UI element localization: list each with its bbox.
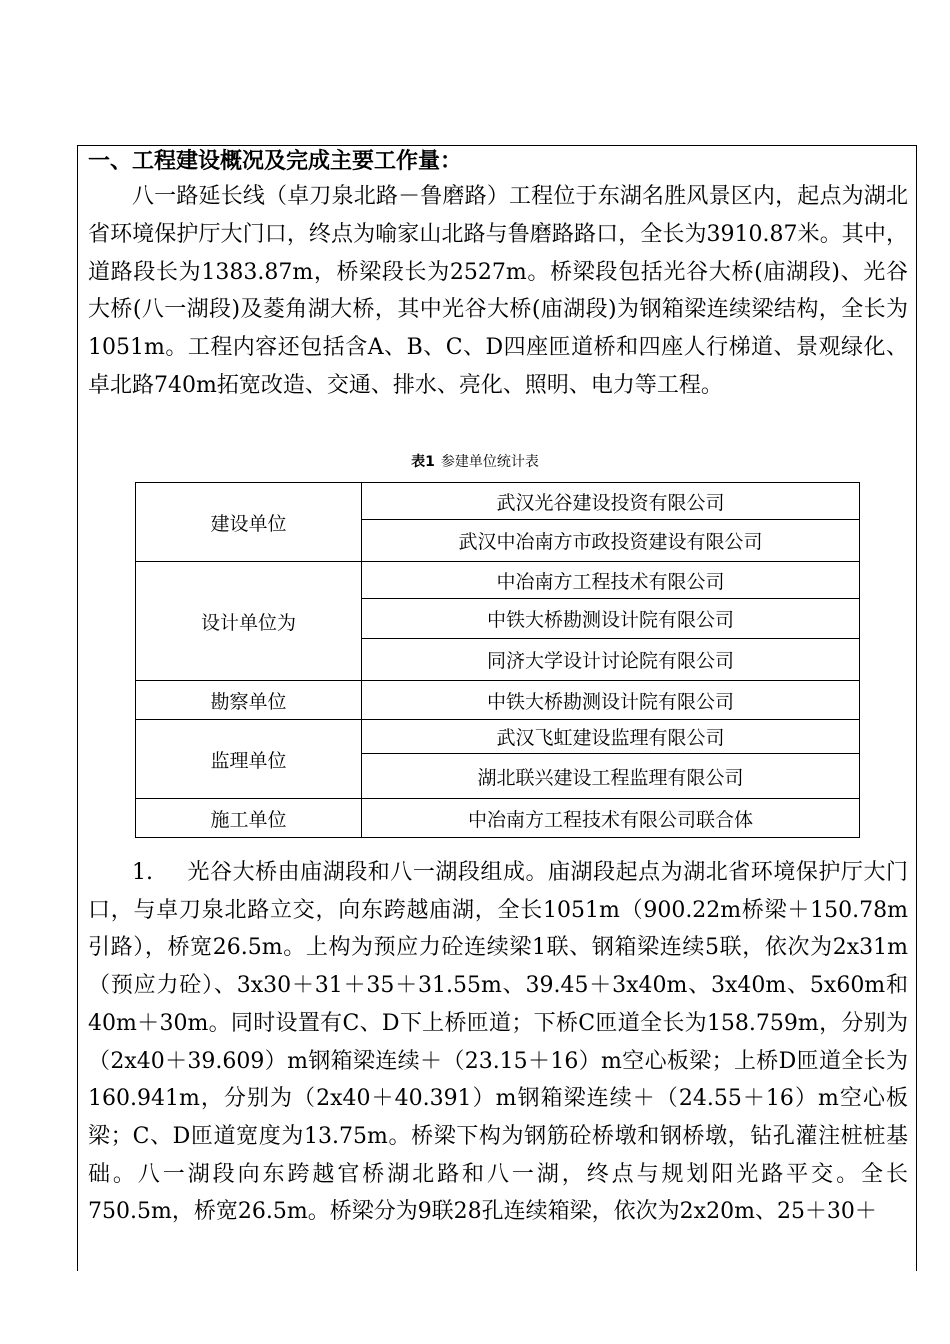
item-1-paragraph [88,854,908,1231]
unit-cell: 武汉光谷建设投资有限公司 [362,483,860,520]
unit-cell: 武汉飞虹建设监理有限公司 [362,720,860,754]
item-text: 光谷大桥由庙湖段和八一湖段组成。庙湖段起点为湖北省环境保护厅大门口，与卓刀泉北路立交，向东跨越庙湖，全长1051m（900.22m桥梁＋150.78m引路），桥宽26.5m。上构为预应力砼连续梁1联、钢箱梁连续5联，依次为2x31m（预应力砼）、3x30＋31＋35＋31.55m、39.45＋3x40m、3x40m、5x60m和40m＋30m。同时设置有C、D下上桥匝道；下桥C匝道全长为158.759m，分别为（2x40＋39.609）m钢箱梁连续＋（23.15＋16）m空心板梁；上桥D匝道全长为160.941m，分别为（2x40＋40.391）m钢箱梁连续＋（24.55＋16）m空心板梁；C、D匝道宽度为13.75m。桥梁下构为钢筋砼桥墩和钢桥墩，钻孔灌注桩桩基础。八一湖段向东跨越官桥湖北路和八一湖，终点与规划阳光路平交。全长750.5m，桥宽26.5m。桥梁分为9联28孔连续箱梁，依次为2x20m、25＋30＋ [88,860,908,1225]
table-row [136,681,860,720]
role-cell: 施工单位 [136,799,362,838]
unit-cell: 武汉中冶南方市政投资建设有限公司 [362,520,860,562]
table-row [136,720,860,754]
table-caption [0,452,950,472]
unit-cell: 中冶南方工程技术有限公司 [362,562,860,599]
table-caption-text: 参建单位统计表 [440,454,539,470]
unit-cell: 湖北联兴建设工程监理有限公司 [362,754,860,799]
table-row [136,483,860,520]
unit-cell: 中铁大桥勘测设计院有限公司 [362,681,860,720]
section-heading: 一、工程建设概况及完成主要工作量： [88,149,463,174]
unit-cell: 中冶南方工程技术有限公司联合体 [362,799,860,838]
unit-cell: 中铁大桥勘测设计院有限公司 [362,599,860,639]
role-cell: 设计单位为 [136,562,362,681]
intro-paragraph: 八一路延长线（卓刀泉北路－鲁磨路）工程位于东湖名胜风景区内，起点为湖北省环境保护厅大门口，终点为喻家山北路与鲁磨路路口，全长为3910.87米。其中，道路段长为1383.87m，桥梁段长为2527m。桥梁段包括光谷大桥(庙湖段)、光谷大桥(八一湖段)及菱角湖大桥，其中光谷大桥(庙湖段)为钢箱梁连续梁结构，全长为1051m。工程内容还包括含A、B、C、D四座匝道桥和四座人行梯道、景观绿化、卓北路740m拓宽改造、交通、排水、亮化、照明、电力等工程。 [88,184,908,398]
table-row [136,799,860,838]
role-cell: 监理单位 [136,720,362,799]
participating-units-table [135,482,860,838]
unit-cell: 同济大学设计讨论院有限公司 [362,639,860,681]
role-cell: 建设单位 [136,483,362,562]
role-cell: 勘察单位 [136,681,362,720]
table-caption-number: 表1 [411,454,435,470]
table-row [136,562,860,599]
item-number: 1. [132,860,153,885]
